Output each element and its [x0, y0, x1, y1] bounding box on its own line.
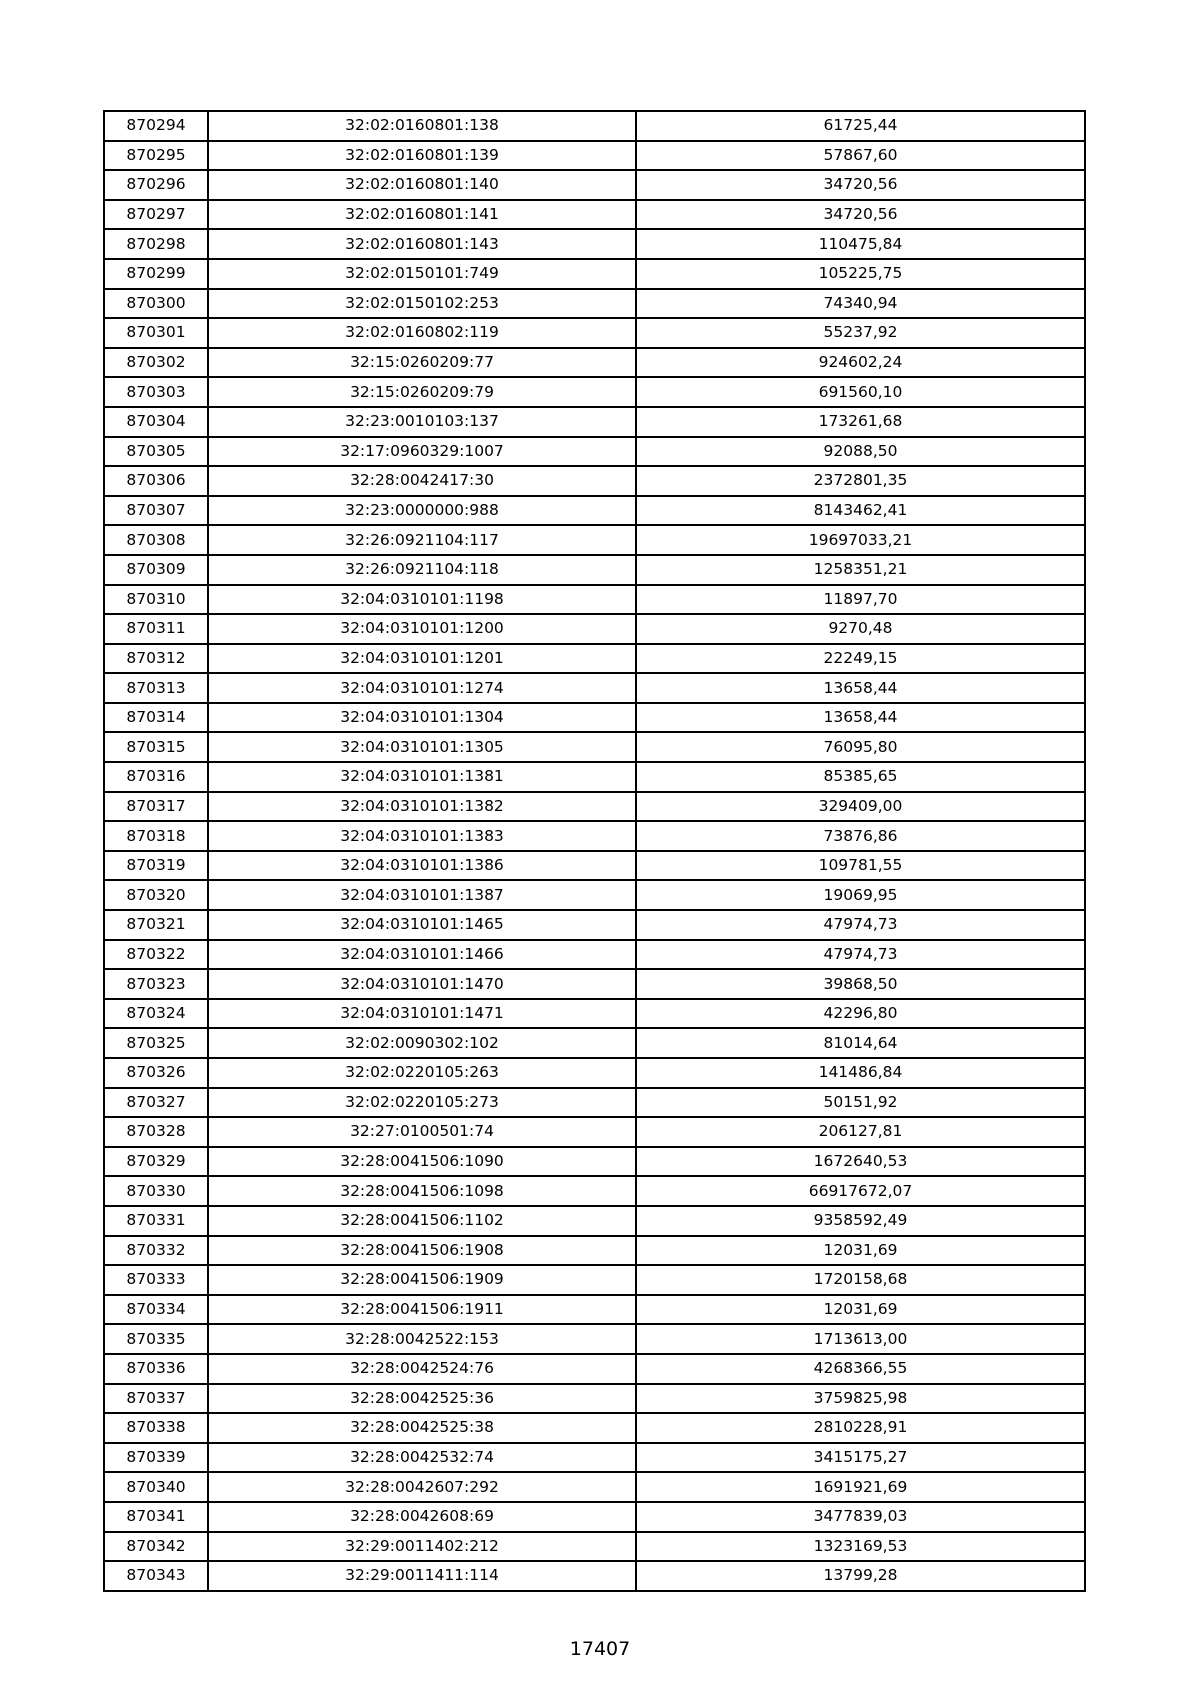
- table-row: [104, 289, 1085, 319]
- cadastral-value-cell: 4268366,55: [636, 1354, 1085, 1384]
- row-number-cell: 870295: [104, 141, 208, 171]
- table-row: [104, 1058, 1085, 1088]
- cadastral-number-cell: 32:28:0042524:76: [208, 1354, 636, 1384]
- table-row: [104, 200, 1085, 230]
- row-number-cell: 870305: [104, 437, 208, 467]
- cadastral-number-cell: 32:04:0310101:1200: [208, 614, 636, 644]
- row-number-cell: 870340: [104, 1472, 208, 1502]
- cadastral-value-cell: 13658,44: [636, 673, 1085, 703]
- table-row: [104, 141, 1085, 171]
- cadastral-number-cell: 32:02:0160801:139: [208, 141, 636, 171]
- cadastral-value-cell: 109781,55: [636, 851, 1085, 881]
- cadastral-number-cell: 32:04:0310101:1386: [208, 851, 636, 881]
- row-number-cell: 870300: [104, 289, 208, 319]
- cadastral-number-cell: 32:15:0260209:77: [208, 348, 636, 378]
- cadastral-number-cell: 32:02:0150102:253: [208, 289, 636, 319]
- row-number-cell: 870323: [104, 969, 208, 999]
- cadastral-number-cell: 32:04:0310101:1382: [208, 792, 636, 822]
- cadastral-number-cell: 32:15:0260209:79: [208, 377, 636, 407]
- row-number-cell: 870298: [104, 229, 208, 259]
- row-number-cell: 870331: [104, 1206, 208, 1236]
- row-number-cell: 870320: [104, 880, 208, 910]
- cadastral-value-cell: 141486,84: [636, 1058, 1085, 1088]
- row-number-cell: 870307: [104, 496, 208, 526]
- row-number-cell: 870317: [104, 792, 208, 822]
- cadastral-value-cell: 105225,75: [636, 259, 1085, 289]
- row-number-cell: 870316: [104, 762, 208, 792]
- row-number-cell: 870318: [104, 821, 208, 851]
- table-row: [104, 585, 1085, 615]
- table-row: [104, 1265, 1085, 1295]
- cadastral-value-cell: 55237,92: [636, 318, 1085, 348]
- cadastral-value-cell: 85385,65: [636, 762, 1085, 792]
- cadastral-value-cell: 11897,70: [636, 585, 1085, 615]
- cadastral-value-cell: 2810228,91: [636, 1413, 1085, 1443]
- row-number-cell: 870299: [104, 259, 208, 289]
- cadastral-number-cell: 32:17:0960329:1007: [208, 437, 636, 467]
- table-row: [104, 437, 1085, 467]
- row-number-cell: 870327: [104, 1088, 208, 1118]
- cadastral-number-cell: 32:04:0310101:1201: [208, 644, 636, 674]
- row-number-cell: 870302: [104, 348, 208, 378]
- cadastral-value-cell: 66917672,07: [636, 1176, 1085, 1206]
- cadastral-value-cell: 57867,60: [636, 141, 1085, 171]
- cadastral-number-cell: 32:28:0041506:1090: [208, 1147, 636, 1177]
- cadastral-value-cell: 76095,80: [636, 732, 1085, 762]
- table-row: [104, 1147, 1085, 1177]
- cadastral-value-cell: 110475,84: [636, 229, 1085, 259]
- row-number-cell: 870325: [104, 1028, 208, 1058]
- cadastral-value-cell: 1691921,69: [636, 1472, 1085, 1502]
- row-number-cell: 870333: [104, 1265, 208, 1295]
- cadastral-number-cell: 32:28:0042532:74: [208, 1443, 636, 1473]
- row-number-cell: 870315: [104, 732, 208, 762]
- table-row: [104, 1413, 1085, 1443]
- cadastral-number-cell: 32:28:0042522:153: [208, 1324, 636, 1354]
- cadastral-number-cell: 32:28:0042525:38: [208, 1413, 636, 1443]
- cadastral-number-cell: 32:28:0042607:292: [208, 1472, 636, 1502]
- row-number-cell: 870308: [104, 525, 208, 555]
- row-number-cell: 870328: [104, 1117, 208, 1147]
- table-row: [104, 673, 1085, 703]
- cadastral-value-cell: 3415175,27: [636, 1443, 1085, 1473]
- table-row: [104, 555, 1085, 585]
- cadastral-number-cell: 32:02:0160801:138: [208, 111, 636, 141]
- row-number-cell: 870322: [104, 940, 208, 970]
- cadastral-value-cell: 50151,92: [636, 1088, 1085, 1118]
- table-row: [104, 880, 1085, 910]
- table-row: [104, 703, 1085, 733]
- table-row: [104, 792, 1085, 822]
- table-row: [104, 1502, 1085, 1532]
- table-row: [104, 466, 1085, 496]
- table-row: [104, 1354, 1085, 1384]
- cadastral-value-cell: 34720,56: [636, 200, 1085, 230]
- cadastral-number-cell: 32:04:0310101:1198: [208, 585, 636, 615]
- row-number-cell: 870311: [104, 614, 208, 644]
- cadastral-value-cell: 22249,15: [636, 644, 1085, 674]
- cadastral-value-cell: 1258351,21: [636, 555, 1085, 585]
- cadastral-value-cell: 19697033,21: [636, 525, 1085, 555]
- table-row: [104, 614, 1085, 644]
- row-number-cell: 870338: [104, 1413, 208, 1443]
- table-row: [104, 644, 1085, 674]
- cadastral-number-cell: 32:28:0041506:1909: [208, 1265, 636, 1295]
- cadastral-number-cell: 32:28:0041506:1102: [208, 1206, 636, 1236]
- cadastral-number-cell: 32:28:0041506:1098: [208, 1176, 636, 1206]
- cadastral-number-cell: 32:02:0160801:143: [208, 229, 636, 259]
- table-row: [104, 407, 1085, 437]
- cadastral-value-cell: 12031,69: [636, 1236, 1085, 1266]
- cadastral-number-cell: 32:04:0310101:1471: [208, 999, 636, 1029]
- cadastral-number-cell: 32:28:0042608:69: [208, 1502, 636, 1532]
- table-row: [104, 111, 1085, 141]
- cadastral-number-cell: 32:04:0310101:1304: [208, 703, 636, 733]
- row-number-cell: 870303: [104, 377, 208, 407]
- table-row: [104, 1384, 1085, 1414]
- cadastral-number-cell: 32:28:0042417:30: [208, 466, 636, 496]
- row-number-cell: 870326: [104, 1058, 208, 1088]
- cadastral-value-cell: 8143462,41: [636, 496, 1085, 526]
- cadastral-number-cell: 32:29:0011402:212: [208, 1532, 636, 1562]
- cadastral-number-cell: 32:23:0010103:137: [208, 407, 636, 437]
- row-number-cell: 870339: [104, 1443, 208, 1473]
- cadastral-value-cell: 13658,44: [636, 703, 1085, 733]
- table-row: [104, 1176, 1085, 1206]
- cadastral-number-cell: 32:28:0041506:1908: [208, 1236, 636, 1266]
- cadastral-number-cell: 32:02:0220105:263: [208, 1058, 636, 1088]
- table-row: [104, 348, 1085, 378]
- cadastral-value-cell: 924602,24: [636, 348, 1085, 378]
- row-number-cell: 870309: [104, 555, 208, 585]
- row-number-cell: 870335: [104, 1324, 208, 1354]
- table-row: [104, 259, 1085, 289]
- cadastral-value-cell: 691560,10: [636, 377, 1085, 407]
- row-number-cell: 870314: [104, 703, 208, 733]
- cadastral-value-cell: 1713613,00: [636, 1324, 1085, 1354]
- cadastral-value-cell: 9270,48: [636, 614, 1085, 644]
- cadastral-value-cell: 47974,73: [636, 910, 1085, 940]
- cadastral-value-cell: 61725,44: [636, 111, 1085, 141]
- row-number-cell: 870294: [104, 111, 208, 141]
- cadastral-value-cell: 173261,68: [636, 407, 1085, 437]
- table-row: [104, 1088, 1085, 1118]
- cadastral-number-cell: 32:28:0041506:1911: [208, 1295, 636, 1325]
- cadastral-number-cell: 32:02:0160801:140: [208, 170, 636, 200]
- cadastral-number-cell: 32:02:0150101:749: [208, 259, 636, 289]
- table-row: [104, 229, 1085, 259]
- table-row: [104, 1443, 1085, 1473]
- row-number-cell: 870297: [104, 200, 208, 230]
- table-row: [104, 1472, 1085, 1502]
- cadastral-value-cell: 92088,50: [636, 437, 1085, 467]
- row-number-cell: 870337: [104, 1384, 208, 1414]
- table-row: [104, 318, 1085, 348]
- row-number-cell: 870330: [104, 1176, 208, 1206]
- table-row: [104, 851, 1085, 881]
- cadastral-value-cell: 42296,80: [636, 999, 1085, 1029]
- cadastral-number-cell: 32:04:0310101:1470: [208, 969, 636, 999]
- cadastral-value-cell: 206127,81: [636, 1117, 1085, 1147]
- cadastral-number-cell: 32:04:0310101:1305: [208, 732, 636, 762]
- cadastral-number-cell: 32:04:0310101:1466: [208, 940, 636, 970]
- table-row: [104, 969, 1085, 999]
- table-row: [104, 377, 1085, 407]
- cadastral-value-cell: 73876,86: [636, 821, 1085, 851]
- row-number-cell: 870319: [104, 851, 208, 881]
- row-number-cell: 870313: [104, 673, 208, 703]
- row-number-cell: 870329: [104, 1147, 208, 1177]
- cadastral-value-cell: 74340,94: [636, 289, 1085, 319]
- row-number-cell: 870304: [104, 407, 208, 437]
- cadastral-number-cell: 32:26:0921104:117: [208, 525, 636, 555]
- row-number-cell: 870343: [104, 1561, 208, 1591]
- cadastral-number-cell: 32:04:0310101:1274: [208, 673, 636, 703]
- cadastral-value-cell: 3759825,98: [636, 1384, 1085, 1414]
- row-number-cell: 870296: [104, 170, 208, 200]
- cadastral-number-cell: 32:29:0011411:114: [208, 1561, 636, 1591]
- cadastral-number-cell: 32:02:0160802:119: [208, 318, 636, 348]
- table-row: [104, 1295, 1085, 1325]
- table-row: [104, 1236, 1085, 1266]
- cadastral-number-cell: 32:04:0310101:1381: [208, 762, 636, 792]
- cadastral-number-cell: 32:04:0310101:1387: [208, 880, 636, 910]
- cadastral-value-cell: 12031,69: [636, 1295, 1085, 1325]
- row-number-cell: 870321: [104, 910, 208, 940]
- table-row: [104, 1206, 1085, 1236]
- cadastral-value-cell: 13799,28: [636, 1561, 1085, 1591]
- row-number-cell: 870334: [104, 1295, 208, 1325]
- table-row: [104, 170, 1085, 200]
- table-row: [104, 496, 1085, 526]
- cadastral-number-cell: 32:02:0090302:102: [208, 1028, 636, 1058]
- cadastral-number-cell: 32:04:0310101:1465: [208, 910, 636, 940]
- cadastral-number-cell: 32:02:0160801:141: [208, 200, 636, 230]
- cadastral-number-cell: 32:04:0310101:1383: [208, 821, 636, 851]
- table-row: [104, 525, 1085, 555]
- table-row: [104, 910, 1085, 940]
- row-number-cell: 870336: [104, 1354, 208, 1384]
- cadastral-value-cell: 34720,56: [636, 170, 1085, 200]
- row-number-cell: 870312: [104, 644, 208, 674]
- cadastral-value-cell: 3477839,03: [636, 1502, 1085, 1532]
- table-row: [104, 999, 1085, 1029]
- table-row: [104, 1532, 1085, 1562]
- row-number-cell: 870341: [104, 1502, 208, 1532]
- row-number-cell: 870324: [104, 999, 208, 1029]
- table-row: [104, 762, 1085, 792]
- table-row: [104, 1028, 1085, 1058]
- cadastral-value-cell: 19069,95: [636, 880, 1085, 910]
- cadastral-value-cell: 9358592,49: [636, 1206, 1085, 1236]
- row-number-cell: 870310: [104, 585, 208, 615]
- table-body: [104, 111, 1085, 1591]
- cadastral-number-cell: 32:26:0921104:118: [208, 555, 636, 585]
- cadastral-value-cell: 2372801,35: [636, 466, 1085, 496]
- cadastral-value-cell: 1720158,68: [636, 1265, 1085, 1295]
- row-number-cell: 870306: [104, 466, 208, 496]
- table-row: [104, 1561, 1085, 1591]
- table-row: [104, 1324, 1085, 1354]
- cadastral-number-cell: 32:27:0100501:74: [208, 1117, 636, 1147]
- cadastral-value-table: [103, 110, 1086, 1592]
- cadastral-value-cell: 329409,00: [636, 792, 1085, 822]
- row-number-cell: 870342: [104, 1532, 208, 1562]
- row-number-cell: 870301: [104, 318, 208, 348]
- table-row: [104, 940, 1085, 970]
- cadastral-number-cell: 32:28:0042525:36: [208, 1384, 636, 1414]
- table-row: [104, 821, 1085, 851]
- cadastral-value-cell: 47974,73: [636, 940, 1085, 970]
- cadastral-number-cell: 32:23:0000000:988: [208, 496, 636, 526]
- table-row: [104, 732, 1085, 762]
- cadastral-number-cell: 32:02:0220105:273: [208, 1088, 636, 1118]
- row-number-cell: 870332: [104, 1236, 208, 1266]
- cadastral-value-cell: 39868,50: [636, 969, 1085, 999]
- page-number: 17407: [569, 1638, 631, 1660]
- cadastral-value-cell: 1672640,53: [636, 1147, 1085, 1177]
- cadastral-value-cell: 81014,64: [636, 1028, 1085, 1058]
- cadastral-value-cell: 1323169,53: [636, 1532, 1085, 1562]
- table-row: [104, 1117, 1085, 1147]
